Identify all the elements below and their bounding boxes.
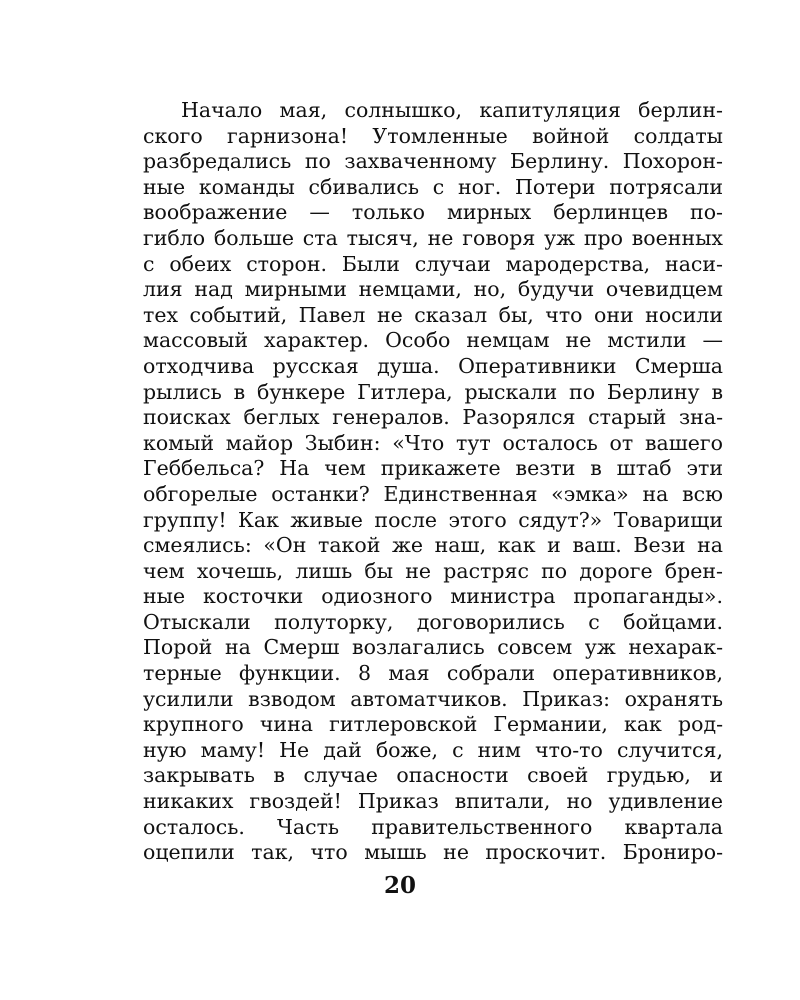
text-line: группу! Как живые после этого сядут?» Товарищи <box>143 507 723 532</box>
text-line: с обеих сторон. Были случаи мародерства, наси- <box>143 251 723 276</box>
text-line: рылись в бункере Гитлера, рыскали по Берлину в <box>143 379 723 404</box>
text-line: ную маму! Не дай боже, с ним что-то случится, <box>143 737 723 762</box>
text-line: оцепили так, что мышь не проскочит. Брониро- <box>143 840 723 865</box>
text-line: гибло больше ста тысяч, не говоря уж про военных <box>143 225 723 250</box>
text-line: воображение — только мирных берлинцев по- <box>143 200 723 225</box>
text-line: никаких гвоздей! Приказ впитали, но удивление <box>143 789 723 814</box>
text-line: массовый характер. Особо немцам не мстили — <box>143 328 723 353</box>
text-line: усилили взводом автоматчиков. Приказ: охранять <box>143 686 723 711</box>
text-line: ского гарнизона! Утомленные войной солдаты <box>143 123 723 148</box>
text-line: поисках беглых генералов. Разорялся старый зна- <box>143 405 723 430</box>
text-line: ные косточки одиозного министра пропаганды». <box>143 584 723 609</box>
text-line: осталось. Часть правительственного квартала <box>143 814 723 839</box>
text-line: чем хочешь, лишь бы не растряс по дороге брен- <box>143 558 723 583</box>
text-line: разбредались по захваченному Берлину. Похорон- <box>143 149 723 174</box>
text-line: ные команды сбивались с ног. Потери потрясали <box>143 174 723 199</box>
text-line: лия над мирными немцами, но, будучи очевидцем <box>143 277 723 302</box>
text-line: отходчива русская душа. Оперативники Смерша <box>143 353 723 378</box>
text-line: Геббельса? На чем прикажете везти в штаб эти <box>143 456 723 481</box>
text-line: смеялись: «Он такой же наш, как и ваш. Вези на <box>143 533 723 558</box>
page-number: 20 <box>383 872 416 899</box>
text-line: Начало мая, солнышко, капитуляция берлин- <box>181 98 723 122</box>
text-line: крупного чина гитлеровской Германии, как род- <box>143 712 723 737</box>
text-line: обгорелые останки? Единственная «эмка» на всю <box>143 481 723 506</box>
text-line: комый майор Зыбин: «Что тут осталось от вашего <box>143 430 723 455</box>
text-line: Отыскали полуторку, договорились с бойцами. <box>143 609 723 634</box>
text-line: Порой на Смерш возлагались совсем уж нехарак- <box>143 635 723 660</box>
text-line: тех событий, Павел не сказал бы, что они носили <box>143 302 723 327</box>
text-line: закрывать в случае опасности своей грудью, и <box>143 763 723 788</box>
body-text <box>143 98 723 866</box>
text-line: терные функции. 8 мая собрали оперативников, <box>143 661 723 686</box>
